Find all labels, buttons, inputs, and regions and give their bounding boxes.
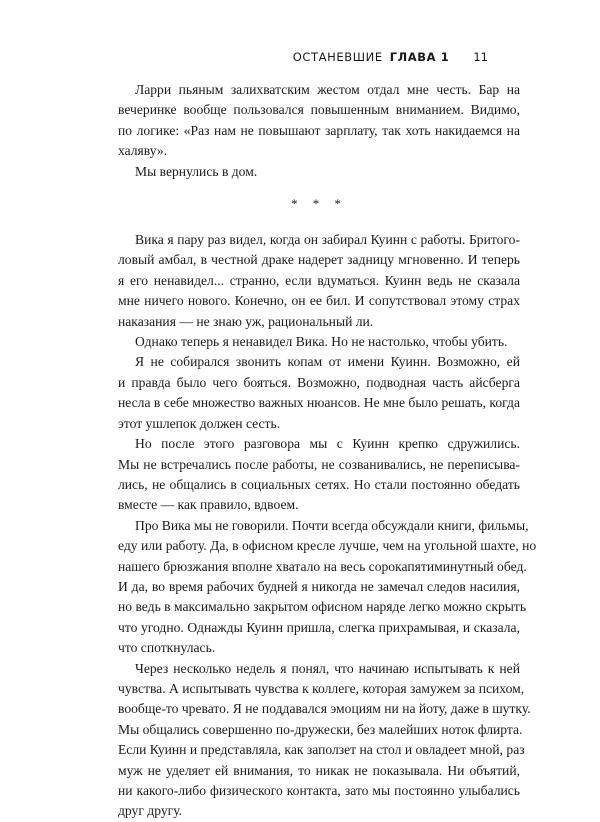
text-line: ни какого-либо физического контакта, зато мы постоянно улыбались <box>118 783 520 798</box>
text-line: несла в себе множество важных нюансов. Не мне было решать, когда <box>118 395 520 411</box>
text-line: муж не уделяет ей внимания, то никак не показывала. Ни объятий, <box>118 762 520 778</box>
text-line: мне ничего нового. Конечно, он ее бил. И сопутствовал этому страх <box>118 293 520 309</box>
text-line: вообще-то чревато. Я не поддавался эмоциям ни на йоту, даже в шутку. <box>118 701 531 717</box>
text-line: Ларри пьяным залихватским жестом отдал мне честь. Бар на <box>135 82 520 97</box>
page-number: 11 <box>473 50 488 64</box>
chapter-label: ГЛАВА 1 <box>389 50 450 64</box>
text-line: лись, не общались в социальных сетях. Но стали постоянно обедать <box>118 476 520 492</box>
text-line: Я не собирался звонить копам от имени Куинн. Возможно, ей <box>135 354 520 370</box>
text-line: я его ненавидел... странно, если вдуматься. Куинн ведь не сказала <box>118 272 520 288</box>
book-title: ОСТАНЕВШИЕ <box>292 50 383 64</box>
section-bottom <box>118 230 537 822</box>
text-line: по логике: «Раз нам не повышают зарплату, так хоть накидаемся на <box>118 122 520 138</box>
text-line: что угодно. Однажды Куинн пришла, слегка прихрамывая, и сказала, <box>118 619 520 635</box>
text-line: но ведь в максимально закрытом офисном наряде легко можно скрыть <box>118 599 527 615</box>
paragraph <box>118 162 520 182</box>
text-line: что споткнулась. <box>118 640 216 656</box>
paragraph <box>118 659 531 822</box>
text-line: Вика я пару раз видел, когда он забирал Куинн с работы. Бритого- <box>135 232 520 248</box>
text-line: и правда было чего бояться. Возможно, подводная часть айсберга <box>118 374 520 390</box>
text-line: Мы общались совершенно по-дружески, без малейших ноток флирта. <box>118 721 523 737</box>
paragraph <box>118 230 520 332</box>
text-line: Про Вика мы не говорили. Почти всегда обсуждали книги, фильмы, <box>135 517 529 533</box>
text-line: Мы вернулись в дом. <box>135 163 258 179</box>
section-separator: * * * <box>291 196 347 212</box>
text-line: Мы не встречались после работы, не созванивались, не переписыва- <box>118 456 520 472</box>
paragraph <box>118 352 520 434</box>
text-line: чувства. А испытывать чувства к коллеге, которая замужем за психом, <box>118 680 525 696</box>
text-line: халяву». <box>118 143 168 159</box>
text-line: этот ушлепок должен сесть. <box>118 415 281 431</box>
text-line: друг другу. <box>118 803 183 819</box>
text-line: Если Куинн и представляла, как заползет на стол и овладеет мной, раз <box>118 742 525 758</box>
paragraph <box>118 332 520 352</box>
page-body <box>118 80 537 822</box>
paragraph <box>118 434 520 516</box>
text-line: ловый амбал, в честной драке надерет задницу мгновенно. И теперь <box>118 252 520 268</box>
running-header <box>293 50 488 64</box>
text-line: нашего брюзжания вполне хватало на весь сорокапятиминутный обед. <box>118 558 527 574</box>
paragraph <box>118 516 537 659</box>
text-line: вместе — как правило, вдвоем. <box>118 497 299 513</box>
text-line: Однако теперь я ненавидел Вика. Но не настолько, чтобы убить. <box>135 334 508 350</box>
text-line: еду или работу. Да, в офисном кресле лучше, чем на угольной шахте, но <box>118 538 537 554</box>
text-line: Но после этого разговора мы с Куинн крепко сдружились. <box>135 436 520 452</box>
section-top <box>118 80 520 182</box>
text-line: наказания — не знаю уж, рациональный ли. <box>118 313 374 329</box>
text-line: Через несколько недель я понял, что начинаю испытывать к ней <box>135 660 520 676</box>
text-line: И да, во время рабочих будней я никогда не замечал следов насилия, <box>118 578 520 594</box>
text-line: вечеринке вообще пользовался повышенным вниманием. Видимо, <box>118 102 520 118</box>
paragraph <box>118 80 520 162</box>
